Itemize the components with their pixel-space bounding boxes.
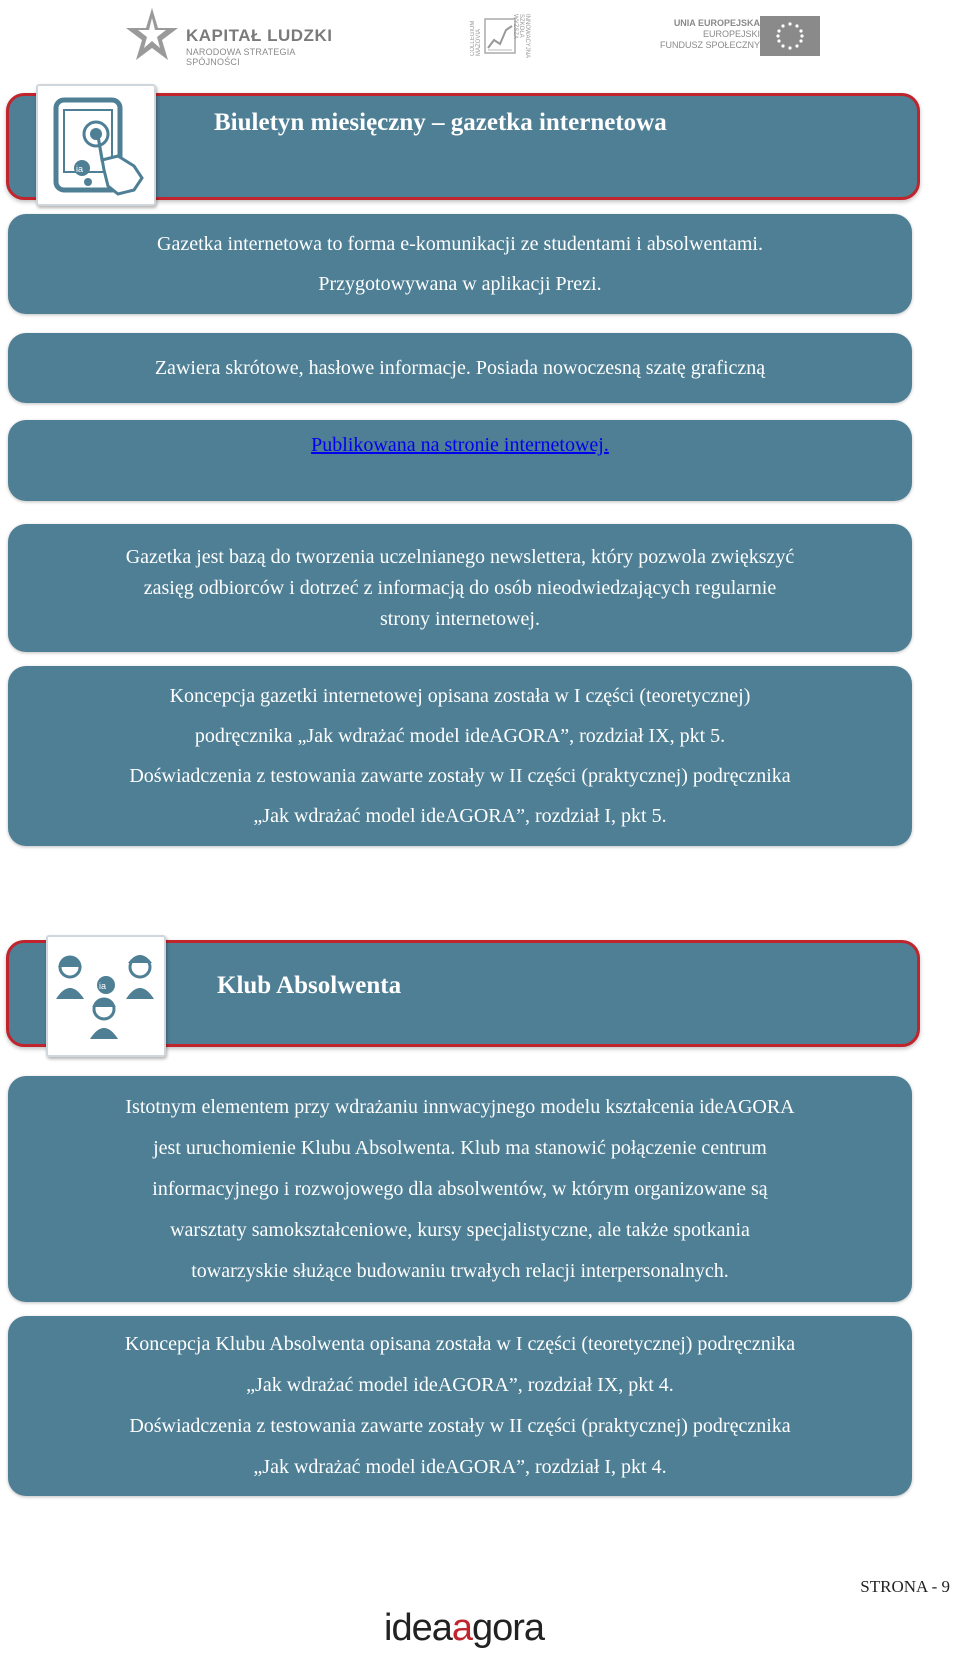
info-box-klub-opis bbox=[8, 1076, 912, 1302]
section-title-klub: Klub Absolwenta bbox=[217, 972, 402, 999]
info-box-gazetka-forma bbox=[8, 214, 912, 314]
collegium-mazovia-logo bbox=[470, 14, 530, 56]
text-line: podręcznika „Jak wdrażać model ideAGORA”, rozdział IX, pkt 5. bbox=[194, 725, 726, 747]
text-line: „Jak wdrażać model ideAGORA”, rozdział IX, pkt 4. bbox=[246, 1374, 674, 1396]
mazovia-right-text: INNOWACYJNA SZKOŁA WYŻSZA bbox=[512, 14, 530, 58]
info-box-publikowana bbox=[8, 420, 912, 501]
publikowana-link[interactable]: Publikowana na stronie internetowej. bbox=[311, 434, 609, 456]
svg-text:ia: ia bbox=[99, 981, 107, 991]
info-box-koncepcja-gazetki bbox=[8, 666, 912, 846]
svg-text:ia: ia bbox=[76, 164, 84, 174]
text-line: „Jak wdrażać model ideAGORA”, rozdział I, pkt 5. bbox=[253, 805, 667, 827]
kapital-ludzki-logo bbox=[124, 6, 344, 70]
text-line: Zawiera skrótowe, hasłowe informacje. Posiada nowoczesną szatę graficzną bbox=[154, 356, 766, 379]
page-number: STRONA - 9 bbox=[860, 1577, 950, 1596]
text-line: informacyjnego i rozwojowego dla absolwentów, w którym organizowane są bbox=[152, 1177, 768, 1200]
text-line: strony internetowej. bbox=[380, 607, 540, 630]
text-line: Doświadczenia z testowania zawarte zostały w II części (praktycznej) podręcznika bbox=[129, 1415, 791, 1437]
text-line: Koncepcja Klubu Absolwenta opisana została w I części (teoretycznej) podręcznika bbox=[124, 1333, 796, 1355]
kapital-ludzki-star-icon bbox=[124, 6, 180, 70]
text-line: Doświadczenia z testowania zawarte zostały w II części (praktycznej) podręcznika bbox=[129, 765, 791, 787]
text-line: Istotnym elementem przy wdrażaniu innwacyjnego modelu kształcenia ideAGORA bbox=[125, 1095, 795, 1118]
tablet-touch-icon bbox=[38, 86, 154, 204]
ue-text: UNIA EUROPEJSKA EUROPEJSKI FUNDUSZ SPOŁECZNY bbox=[660, 18, 761, 50]
kapital-ludzki-subtitle: NARODOWA STRATEGIA SPÓJNOŚCI bbox=[186, 47, 296, 67]
info-box-zawiera bbox=[8, 333, 912, 403]
text-line: Gazetka internetowa to forma e-komunikacji ze studentami i absolwentami. bbox=[157, 233, 763, 255]
ideagora-logo: ideaagora bbox=[384, 1607, 545, 1649]
people-icon-box bbox=[46, 935, 166, 1057]
info-box-newsletter bbox=[8, 524, 912, 652]
people-group-icon bbox=[48, 937, 164, 1055]
text-line: zasięg odbiorców i dotrzeć z informacją do osób nieodwiedzających regularnie bbox=[143, 576, 777, 599]
text-line: jest uruchomienie Klubu Absolwenta. Klub ma stanowić połączenie centrum bbox=[153, 1136, 767, 1159]
eu-flag-icon bbox=[760, 16, 820, 56]
info-box-koncepcja-klubu bbox=[8, 1316, 912, 1496]
text-line: Przygotowywana w aplikacji Prezi. bbox=[318, 273, 602, 295]
text-line: „Jak wdrażać model ideAGORA”, rozdział I, pkt 4. bbox=[253, 1456, 667, 1478]
ue-logo bbox=[660, 16, 820, 58]
kapital-ludzki-title: KAPITAŁ LUDZKI bbox=[186, 26, 333, 45]
text-line: towarzyskie służące budowaniu trwałych relacji interpersonalnych. bbox=[191, 1259, 729, 1282]
mazovia-left-text: COLLEGIUM MAZOVIA bbox=[470, 20, 482, 56]
text-line: warsztaty samokształceniowe, kursy specjalistyczne, ale także spotkania bbox=[170, 1218, 750, 1241]
section-title-biuletyn: Biuletyn miesięczny – gazetka internetowa bbox=[214, 109, 667, 136]
tablet-icon-box bbox=[36, 84, 156, 206]
text-line: Gazetka jest bazą do tworzenia uczelnianego newslettera, który pozwola zwiększyć bbox=[125, 545, 795, 568]
text-line: Koncepcja gazetki internetowej opisana została w I części (teoretycznej) bbox=[169, 685, 751, 707]
